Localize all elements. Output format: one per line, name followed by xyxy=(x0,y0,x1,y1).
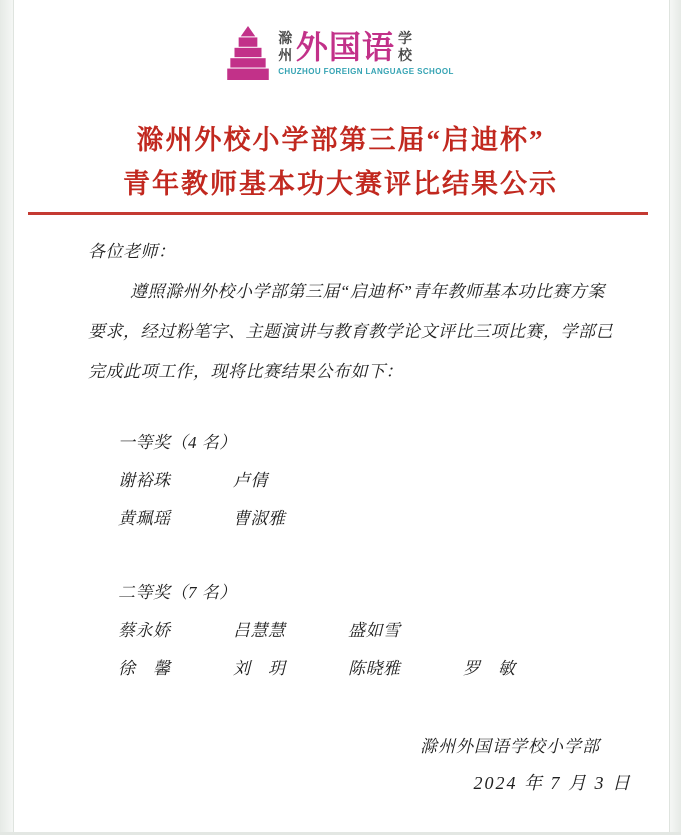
scan-edge-right xyxy=(669,0,681,835)
logo-cn-suffix: 学校 xyxy=(397,30,412,63)
second-prize-row-1 xyxy=(118,612,595,650)
logo-english-name: CHUZHOU FOREIGN LANGUAGE SCHOOL xyxy=(278,66,454,76)
school-logo xyxy=(0,26,681,80)
winner-name: 陈晓雅 xyxy=(348,659,401,678)
document-body xyxy=(88,232,613,688)
page-title xyxy=(0,118,681,206)
title-line-1: 滁州外校小学部第三届“启迪杯” xyxy=(136,125,545,155)
logo-cn-main: 外国语 xyxy=(295,29,395,65)
school-logo-text xyxy=(278,30,454,76)
winner-name: 盛如雪 xyxy=(348,621,401,640)
second-prize-heading: 二等奖（7 名） xyxy=(118,583,237,602)
winner-name: 黄珮瑶 xyxy=(118,509,171,528)
winner-name: 罗 敏 xyxy=(463,659,516,678)
award-section-first-prize xyxy=(118,424,595,538)
signature-date: 2024 年 7 月 3 日 xyxy=(473,773,632,793)
winner-name: 刘 玥 xyxy=(233,659,286,678)
body-line-2: 要求，经过粉笔字、主题演讲与教育教学论文评比三项比赛，学部已 xyxy=(88,322,613,341)
title-line-2: 青年教师基本功大赛评比结果公示 xyxy=(123,169,558,199)
first-prize-heading: 一等奖（4 名） xyxy=(118,433,237,452)
stepped-pyramid-icon xyxy=(227,26,269,80)
first-prize-row-2 xyxy=(118,500,595,538)
second-prize-row-2 xyxy=(118,650,595,688)
body-line-3: 完成此项工作，现将比赛结果公布如下： xyxy=(88,362,403,381)
award-section-second-prize xyxy=(118,574,595,688)
body-line-1: 遵照滁州外校小学部第三届“启迪杯”青年教师基本功比赛方案 xyxy=(130,282,605,301)
winner-name: 谢裕珠 xyxy=(118,471,171,490)
winner-name: 卢倩 xyxy=(233,471,268,490)
logo-cn-prefix: 滁州 xyxy=(278,30,293,63)
scan-edge-left xyxy=(0,0,14,835)
winner-name: 曹淑雅 xyxy=(233,509,286,528)
winner-name: 吕慧慧 xyxy=(233,621,286,640)
winner-name: 蔡永娇 xyxy=(118,621,171,640)
first-prize-row-1 xyxy=(118,462,595,500)
title-divider xyxy=(28,212,648,215)
salutation: 各位老师： xyxy=(88,242,176,261)
signature-department: 滁州外国语学校小学部 xyxy=(420,737,600,756)
winner-name: 徐 馨 xyxy=(118,659,171,678)
